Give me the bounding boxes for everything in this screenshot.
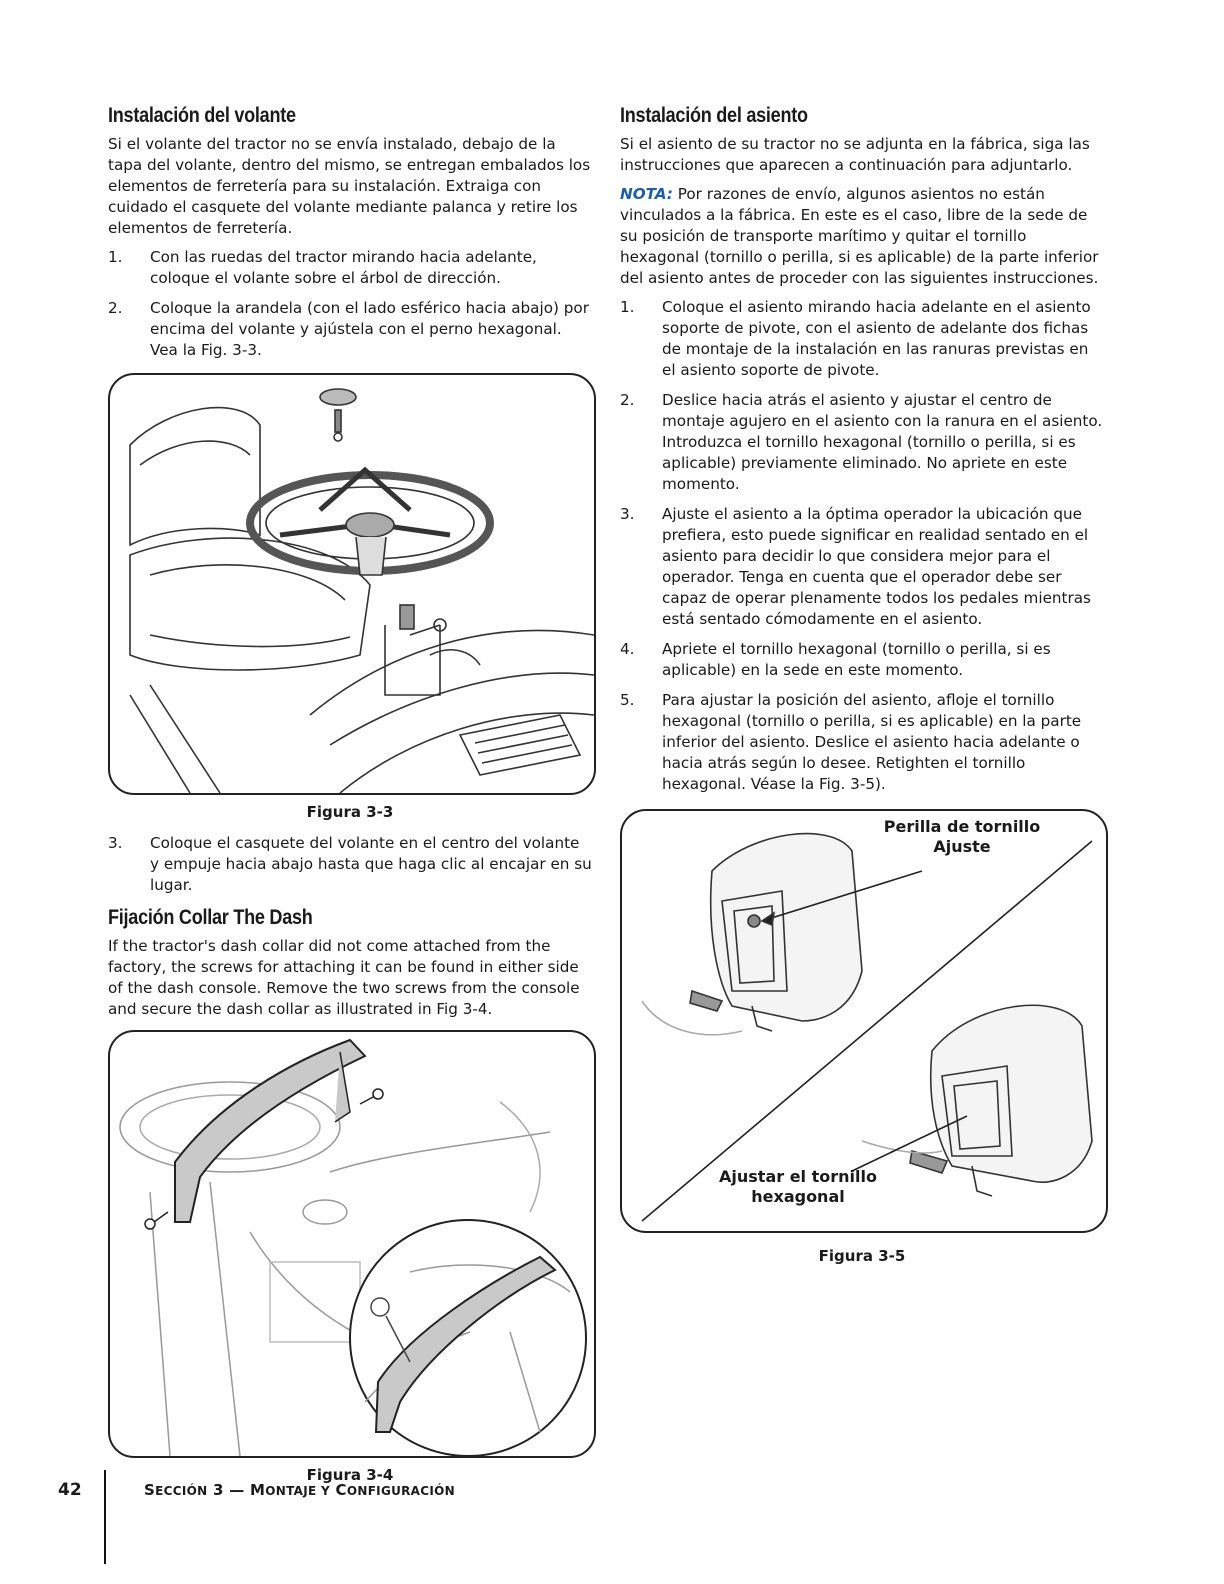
paragraph-nota: NOTA: Por razones de envío, algunos asientos no están vinculados a la fábrica. En este es el caso, libre de la sede de su posición de transporte marítimo y quitar el tornillo hexagonal (tornillo o perilla, si es aplicable) de la parte inferior del asiento antes de proceder con las siguientes instrucciones. [620,185,1099,287]
list-item: 3. Coloque el casquete del volante en el centro del volante y empuje hacia abajo hasta que haga clic al encajar en su lugar. [108,834,592,894]
steering-step-3-list [108,833,592,896]
right-column [620,104,1104,1277]
page-number: 42 [58,1480,82,1500]
figure-caption: Figura 3-4 [306,1466,394,1484]
steering-wheel-illustration [110,375,594,793]
list-item: 1. Con las ruedas del tractor mirando hacia adelante, coloque el volante sobre el árbol de dirección. [108,248,537,287]
section-title-steering-wheel: Instalación del volante [108,104,296,127]
dash-collar-illustration [110,1032,594,1456]
list-item: 4. Apriete el tornillo hexagonal (tornillo o perilla, si es aplicable) en la sede en este momento. [620,640,1051,679]
paragraph-steering-intro: Si el volante del tractor no se envía instalado, debajo de la tapa del volante, dentro del mismo, se entregan embalados los elementos de ferretería para su instalación. Extraiga con cuidado el casquete del volante mediante palanca y retire los elementos de ferretería. [108,135,591,237]
paragraph-seat-intro: Si el asiento de su tractor no se adjunta en la fábrica, siga las instrucciones que aparecen a continuación para adjuntarlo. [620,135,1090,174]
list-item: 2. Coloque la arandela (con el lado esférico hacia abajo) por encima del volante y ajústela con el perno hexagonal. Vea la Fig. 3-3. [108,299,589,359]
list-item: 2. Deslice hacia atrás el asiento y ajustar el centro de montaje agujero en el asiento con la ranura en el asiento. Introduzca el tornillo hexagonal (tornillo o perilla, si es aplicable) previamente eliminado. No apriete en este momento. [620,391,1103,493]
section-title-seat: Instalación del asiento [620,104,808,127]
figure-3-5-seat [620,809,1108,1233]
footer-divider [104,1470,106,1564]
section-title-dash-collar: Fijación Collar The Dash [108,906,313,929]
footer-section-title: SECCIÓN 3 — MONTAJE Y CONFIGURACIÓN [144,1481,455,1499]
nota-label: NOTA: [620,185,673,203]
list-item: 5. Para ajustar la posición del asiento, afloje el tornillo hexagonal (tornillo o perilla, si es aplicable) en la parte inferior del asiento. Deslice el asiento hacia adelante o hacia atrás según lo desee. Retighten el tornillo hexagonal. Véase la Fig. 3-5). [620,691,1082,793]
paragraph-dash-collar-intro: If the tractor's dash collar did not come attached from the factory, the screws for attaching it can be found in either side of the dash console. Remove the two screws from the console and secure the dash collar as illustrated in Fig 3-4. [108,937,580,1018]
list-item: 1. Coloque el asiento mirando hacia adelante en el asiento soporte de pivote, con el asiento de adelante dos fichas de montaje de la instalación en las ranuras previstas en el asiento soporte de pivote. [620,298,1091,379]
figure-3-4-dash-collar [108,1030,596,1458]
left-column [108,104,592,1496]
list-item: 3. Ajuste el asiento a la óptima operador la ubicación que prefiera, esto puede significar en realidad sentado en el asiento para decidir lo que considera mejor para el operador. Tenga en cuenta que el operador debe ser capaz de operar plenamente todos los pedales mientras está sentado cómodamente en el asiento. [620,505,1091,628]
steering-steps-list [108,247,592,361]
figure-3-3-steering-wheel [108,373,596,795]
callout-knob-adjust: Perilla de tornillo Ajuste [883,817,1041,856]
callout-hex-bolt: Ajustar el tornillo hexagonal [719,1167,877,1206]
figure-caption: Figura 3-5 [818,1247,906,1265]
seat-steps-list [620,297,1104,795]
figure-caption: Figura 3-3 [306,803,394,821]
